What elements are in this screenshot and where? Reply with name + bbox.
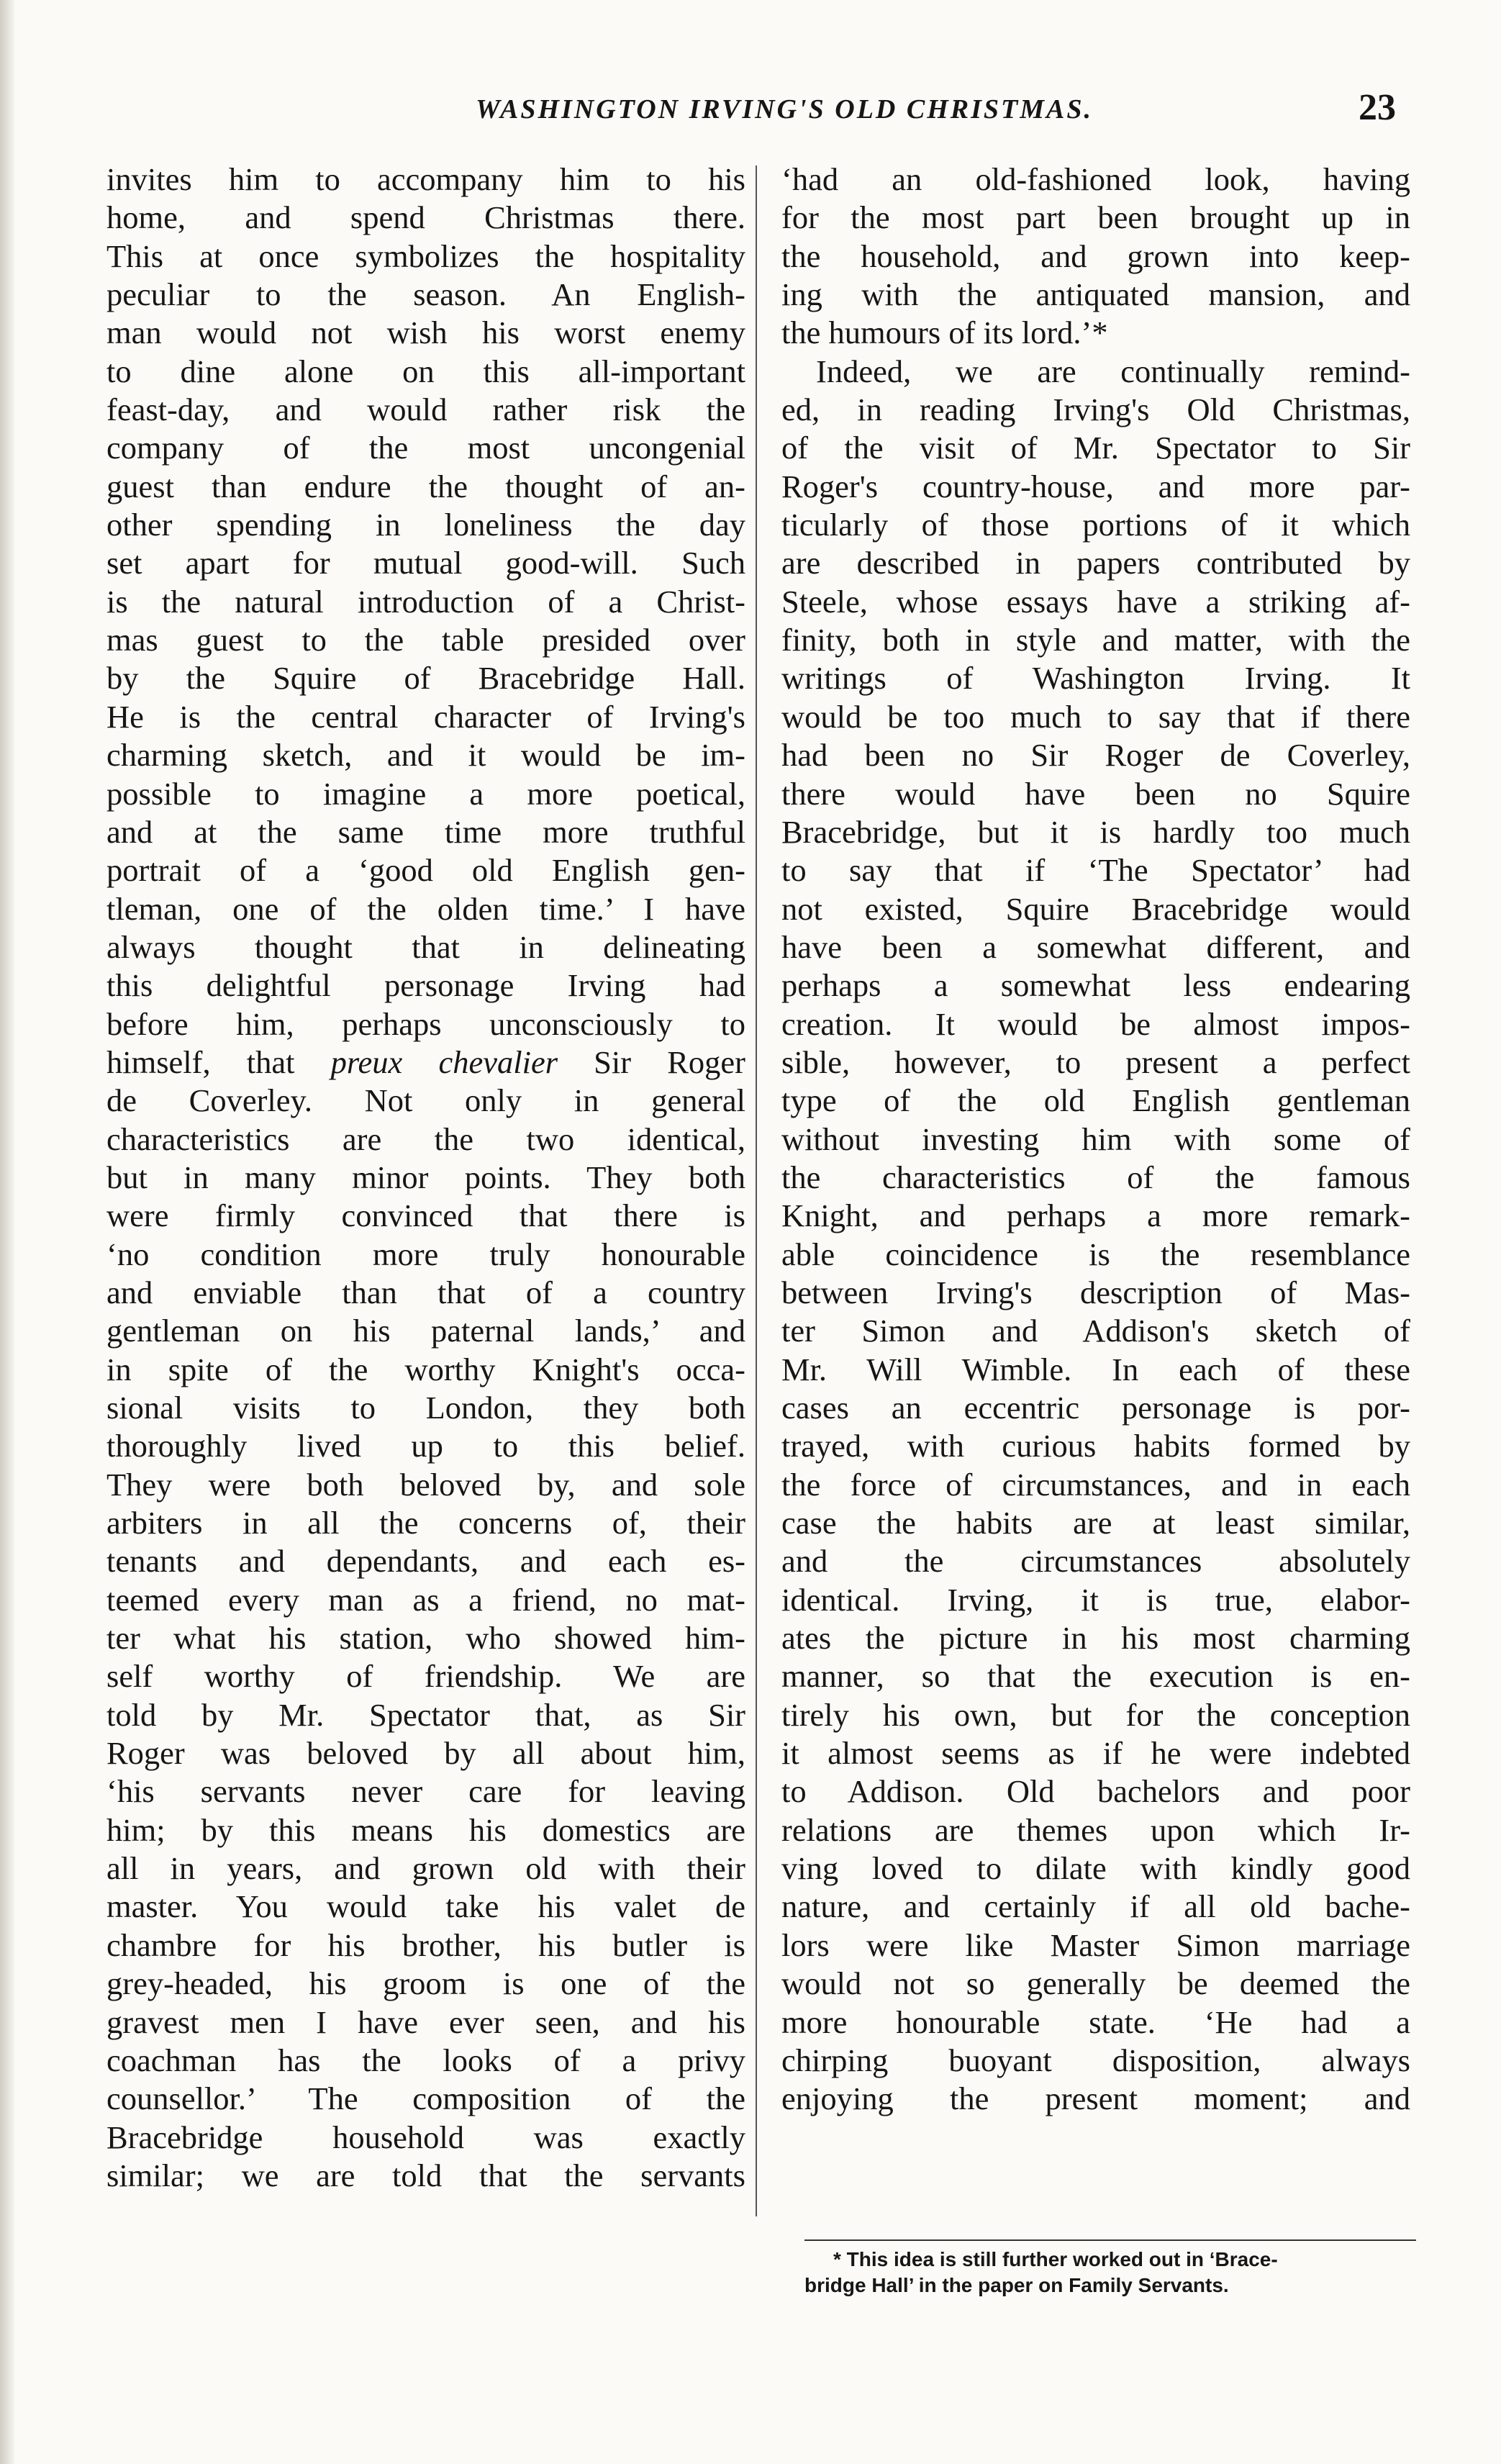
text-line: would be too much to say that if there — [781, 698, 1410, 735]
text-line: charming sketch, and it would be im- — [106, 737, 745, 774]
text-line: had been no Sir Roger de Coverley, — [781, 737, 1410, 774]
text-line: tirely his own, but for the conception — [781, 1696, 1410, 1733]
text-line: Roger was beloved by all about him, — [106, 1735, 745, 1772]
paragraph-right-2 — [763, 353, 1410, 2119]
text-line: to Addison. Old bachelors and poor — [781, 1773, 1410, 1810]
text-line: They were both beloved by, and sole — [106, 1466, 745, 1503]
text-line: have been a somewhat different, and — [781, 928, 1410, 965]
text-line: counsellor.’ The composition of the — [106, 2080, 745, 2117]
text-line: tenants and dependants, and each es- — [106, 1543, 745, 1580]
left-column — [106, 160, 745, 2195]
text-line: the household, and grown into keep- — [781, 237, 1410, 274]
text-line: sional visits to London, they both — [106, 1390, 745, 1426]
text-line: in spite of the worthy Knight's occa- — [106, 1351, 745, 1387]
text-line: is the natural introduction of a Christ- — [106, 583, 745, 620]
text-line: Mr. Will Wimble. In each of these — [781, 1351, 1410, 1387]
text-line: Knight, and perhaps a more remark- — [781, 1197, 1410, 1234]
text-line: without investing him with some of — [781, 1120, 1410, 1157]
text-line: identical. Irving, it is true, elabor- — [781, 1581, 1410, 1618]
text-line: trayed, with curious habits formed by — [781, 1428, 1410, 1464]
text-line: Bracebridge household was exactly — [106, 2119, 745, 2155]
footnote-rule — [804, 2239, 1416, 2241]
text-line: nature, and certainly if all old bache- — [781, 1888, 1410, 1925]
text-line: ticularly of those portions of it which — [781, 507, 1410, 543]
text-line: not existed, Squire Bracebridge would — [781, 890, 1410, 927]
page-number: 23 — [1359, 87, 1396, 128]
text-line: to dine alone on this all-important — [106, 353, 745, 389]
text-line: self worthy of friendship. We are — [106, 1658, 745, 1695]
text-line: de Coverley. Not only in general — [106, 1082, 745, 1119]
text-line: ‘had an old-fashioned look, having — [781, 161, 1410, 197]
text-line: grey-headed, his groom is one of the — [106, 1965, 745, 2002]
text-line: man would not wish his worst enemy — [106, 314, 745, 351]
paragraph-left — [106, 160, 745, 2195]
text-line: He is the central character of Irving's — [106, 698, 745, 735]
text-line: finity, both in style and matter, with the — [781, 622, 1410, 658]
text-line: case the habits are at least similar, — [781, 1505, 1410, 1541]
text-line: coachman has the looks of a privy — [106, 2042, 745, 2078]
text-line: before him, perhaps unconsciously to — [106, 1005, 745, 1042]
text-line: himself, that preux chevalier Sir Roger — [106, 1043, 745, 1080]
text-line: of the visit of Mr. Spectator to Sir — [781, 430, 1410, 466]
text-line: are described in papers contributed by — [781, 545, 1410, 581]
text-line: ter what his station, who showed him- — [106, 1620, 745, 1657]
text-line: Bracebridge, but it is hardly too much — [781, 813, 1410, 850]
footnote-line: * This idea is still further worked out in ‘Brace- — [833, 2248, 1278, 2270]
text-line: portrait of a ‘good old English gen- — [106, 852, 745, 889]
text-line: writings of Washington Irving. It — [781, 660, 1410, 697]
text-line: type of the old English gentleman — [781, 1082, 1410, 1119]
column-divider — [756, 166, 757, 2216]
text-line: the humours of its lord.’* — [781, 314, 1108, 351]
text-line: possible to imagine a more poetical, — [106, 775, 745, 812]
text-line: and at the same time more truthful — [106, 813, 745, 850]
text-line: other spending in loneliness the day — [106, 507, 745, 543]
text-line: Indeed, we are continually remind- — [816, 353, 1410, 389]
text-line: enjoying the present moment; and — [781, 2080, 1410, 2117]
page-binding-edge — [0, 0, 16, 2464]
text-line: chirping buoyant disposition, always — [781, 2042, 1410, 2078]
text-line: cases an eccentric personage is por- — [781, 1390, 1410, 1426]
text-line: This at once symbolizes the hospitality — [106, 237, 745, 274]
text-line: master. You would take his valet de — [106, 1888, 745, 1925]
text-line: by the Squire of Bracebridge Hall. — [106, 660, 745, 697]
text-line: ing with the antiquated mansion, and — [781, 276, 1410, 313]
text-line: the characteristics of the famous — [781, 1159, 1410, 1195]
text-line: home, and spend Christmas there. — [106, 199, 745, 236]
text-line: the force of circumstances, and in each — [781, 1466, 1410, 1503]
text-line: ed, in reading Irving's Old Christmas, — [781, 391, 1410, 428]
text-line: ‘no condition more truly honourable — [106, 1236, 745, 1272]
text-line: gentleman on his paternal lands,’ and — [106, 1313, 745, 1349]
text-line: tleman, one of the olden time.’ I have — [106, 890, 745, 927]
italic-phrase: preux chevalier — [330, 1043, 558, 1080]
text-line: ‘his servants never care for leaving — [106, 1773, 745, 1810]
text-line: always thought that in delineating — [106, 928, 745, 965]
text-line: creation. It would be almost impos- — [781, 1005, 1410, 1042]
page-header — [101, 86, 1396, 144]
text-line: for the most part been brought up in — [781, 199, 1410, 236]
text-line: more honourable state. ‘He had a — [781, 2003, 1410, 2040]
text-line: able coincidence is the resemblance — [781, 1236, 1410, 1272]
text-line: ates the picture in his most charming — [781, 1620, 1410, 1657]
text-line: this delightful personage Irving had — [106, 967, 745, 1004]
text-line: all in years, and grown old with their — [106, 1850, 745, 1887]
text-line: there would have been no Squire — [781, 775, 1410, 812]
text-line: Steele, whose essays have a striking af- — [781, 583, 1410, 620]
text-line: chambre for his brother, his butler is — [106, 1926, 745, 1963]
text-line: arbiters in all the concerns of, their — [106, 1505, 745, 1541]
text-line: him; by this means his domestics are — [106, 1811, 745, 1848]
text-line: lors were like Master Simon marriage — [781, 1926, 1410, 1963]
text-line: gravest men I have ever seen, and his — [106, 2003, 745, 2040]
footnote — [804, 2247, 1416, 2298]
text-line: set apart for mutual good-will. Such — [106, 545, 745, 581]
text-line: relations are themes upon which Ir- — [781, 1811, 1410, 1848]
text-line: it almost seems as if he were indebted — [781, 1735, 1410, 1772]
text-line: would not so generally be deemed the — [781, 1965, 1410, 2002]
text-line: feast-day, and would rather risk the — [106, 391, 745, 428]
text-line: to say that if ‘The Spectator’ had — [781, 852, 1410, 889]
footnote-line: bridge Hall’ in the paper on Family Servants. — [804, 2274, 1229, 2296]
text-line: peculiar to the season. An English- — [106, 276, 745, 313]
text-line: teemed every man as a friend, no mat- — [106, 1581, 745, 1618]
text-line: mas guest to the table presided over — [106, 622, 745, 658]
text-line: Roger's country-house, and more par- — [781, 468, 1410, 504]
text-line: and the circumstances absolutely — [781, 1543, 1410, 1580]
text-line: invites him to accompany him to his — [106, 161, 745, 197]
running-title: WASHINGTON IRVING'S OLD CHRISTMAS. — [476, 94, 1093, 124]
paragraph-right-1 — [763, 160, 1410, 353]
text-line: between Irving's description of Mas- — [781, 1274, 1410, 1310]
text-line: perhaps a somewhat less endearing — [781, 967, 1410, 1004]
right-column — [763, 160, 1410, 2119]
text-line: but in many minor points. They both — [106, 1159, 745, 1195]
text-line: thoroughly lived up to this belief. — [106, 1428, 745, 1464]
text-line: manner, so that the execution is en- — [781, 1658, 1410, 1695]
text-line: told by Mr. Spectator that, as Sir — [106, 1696, 745, 1733]
text-line: guest than endure the thought of an- — [106, 468, 745, 504]
text-line: ter Simon and Addison's sketch of — [781, 1313, 1410, 1349]
text-line: were firmly convinced that there is — [106, 1197, 745, 1234]
text-line: and enviable than that of a country — [106, 1274, 745, 1310]
text-line: sible, however, to present a perfect — [781, 1043, 1410, 1080]
text-line: company of the most uncongenial — [106, 430, 745, 466]
text-line: ving loved to dilate with kindly good — [781, 1850, 1410, 1887]
text-line: characteristics are the two identical, — [106, 1120, 745, 1157]
text-line: similar; we are told that the servants — [106, 2157, 745, 2193]
